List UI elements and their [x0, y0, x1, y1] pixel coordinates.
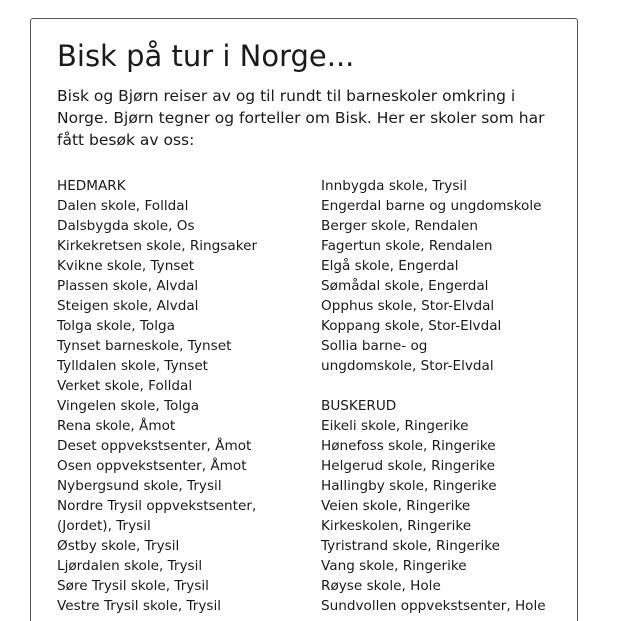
list-item: Eikeli skole, Ringerike [321, 418, 469, 434]
list-item: Sundvollen oppvekstsenter, Hole [321, 598, 546, 614]
list-item: Ljørdalen skole, Trysil [57, 558, 203, 574]
list-item: Østby skole, Trysil [57, 538, 180, 554]
list-item: Elgå skole, Engerdal [321, 258, 459, 274]
list-item: Osen oppvekstsenter, Åmot [57, 458, 247, 474]
list-item: Røyse skole, Hole [321, 578, 441, 594]
list-item: Engerdal barne og ungdomskole [321, 198, 542, 214]
intro-paragraph: Bisk og Bjørn reiser av og til rundt til barneskoler omkring i Norge. Bjørn tegner og forteller om Bisk. Her er skoler som har fått besøk av oss: [57, 87, 545, 149]
list-item: Tylldalen skole, Tynset [57, 358, 209, 374]
list-item: Plassen skole, Alvdal [57, 278, 199, 294]
list-item: Tolga skole, Tolga [57, 318, 175, 334]
school-list-left [57, 176, 257, 616]
list-item: Sollia barne- og [321, 338, 428, 354]
region-heading-buskerud: BUSKERUD [321, 398, 397, 414]
list-item: Opphus skole, Stor-Elvdal [321, 298, 495, 314]
list-item: Helgerud skole, Ringerike [321, 458, 496, 474]
list-item: Steigen skole, Alvdal [57, 298, 199, 314]
list-item: Tyristrand skole, Ringerike [321, 538, 501, 554]
list-item: Søre Trysil skole, Trysil [57, 578, 209, 594]
list-item: Hallingby skole, Ringerike [321, 478, 497, 494]
list-item: Kirkeskolen, Ringerike [321, 518, 472, 534]
list-item: Kvikne skole, Tynset [57, 258, 195, 274]
list-item: Berger skole, Rendalen [321, 218, 479, 234]
list-item: ungdomskole, Stor-Elvdal [321, 358, 494, 374]
list-item: Vingelen skole, Tolga [57, 398, 200, 414]
school-list-right [321, 176, 546, 616]
list-item: Fagertun skole, Rendalen [321, 238, 493, 254]
list-item: Koppang skole, Stor-Elvdal [321, 318, 502, 334]
list-item: Deset oppvekstsenter, Åmot [57, 438, 252, 454]
list-item: Dalsbygda skole, Os [57, 218, 195, 234]
list-item: Rena skole, Åmot [57, 418, 176, 434]
list-item: Vang skole, Ringerike [321, 558, 467, 574]
list-item: Dalen skole, Folldal [57, 198, 189, 214]
list-item: (Jordet), Trysil [57, 518, 151, 534]
list-item: Nordre Trysil oppvekstsenter, [57, 498, 257, 514]
list-item: Sømådal skole, Engerdal [321, 278, 489, 294]
list-item: Vestre Trysil skole, Trysil [57, 598, 222, 614]
list-item: Verket skole, Folldal [57, 378, 193, 394]
region-heading-hedmark: HEDMARK [57, 178, 126, 194]
list-item: Kirkekretsen skole, Ringsaker [57, 238, 258, 254]
page-title: Bisk på tur i Norge... [57, 39, 355, 73]
list-item: Veien skole, Ringerike [321, 498, 471, 514]
list-item: Tynset barneskole, Tynset [57, 338, 232, 354]
list-spacer [321, 376, 546, 396]
list-item: Hønefoss skole, Ringerike [321, 438, 496, 454]
list-item: Nybergsund skole, Trysil [57, 478, 222, 494]
list-item: Innbygda skole, Trysil [321, 178, 467, 194]
